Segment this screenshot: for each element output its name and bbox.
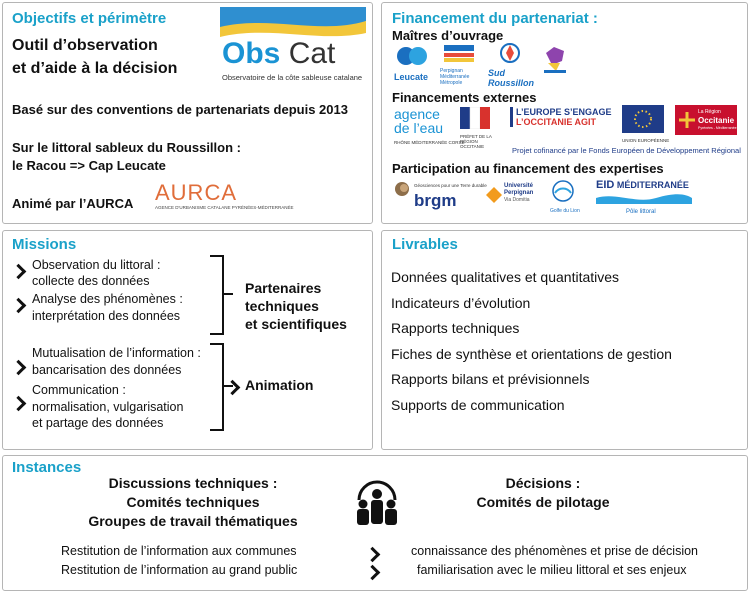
chevron-right-icon [225, 380, 241, 396]
chevron-right-icon [11, 396, 27, 412]
sud-roussillon-icon [488, 43, 532, 63]
mission-1-line2: collecte des données [32, 274, 150, 288]
europe-engage-logo [510, 107, 614, 137]
brace-partenaires-tip [223, 293, 233, 295]
instances-title: Instances [12, 459, 82, 476]
sud-roussillon-logo [488, 43, 535, 88]
obscat-word2: Cat [288, 37, 336, 70]
instances-right-block [423, 474, 663, 512]
chevron-right-icon [11, 360, 27, 376]
group-animation: Animation [245, 377, 314, 393]
sud-roussillon-text: Sud Roussillon [488, 68, 535, 88]
brgm-name: brgm [414, 191, 457, 210]
agence-line1: agence [394, 106, 440, 122]
brace-animation [210, 343, 224, 431]
mission-2-line2: interprétation des données [32, 309, 181, 323]
coast-line2: le Racou => Cap Leucate [12, 158, 166, 173]
prefet-text: PRÉFET DE LA RÉGION OCCITANIE [460, 134, 492, 149]
univ-line2: Perpignan [504, 190, 534, 196]
perpignan-metropole-logo [440, 45, 478, 86]
feder-note: Projet cofinancé par le Fonds Européen de Développement Régional [512, 146, 741, 155]
agence-sub: RHÔNE MÉDITERRANÉE CORSE [394, 140, 465, 145]
brace-partenaires [210, 255, 224, 335]
instances-panel [2, 455, 748, 591]
leucate-text: Leucate [394, 72, 429, 82]
perpignan-text: Perpignan Méditerranée Métropole [440, 68, 470, 86]
occitanie-line1: La Région [698, 109, 721, 115]
chevron-right-icon [11, 264, 27, 280]
livrable-6: Supports de communication [391, 397, 565, 413]
expertises-title: Participation au financement des expertises [392, 161, 664, 176]
instance-row-1-right: connaissance des phénomènes et prise de décision [411, 544, 698, 558]
chevron-right-icon [365, 547, 381, 563]
basis-text: Basé sur des conventions de partenariats depuis 2013 [12, 102, 348, 117]
objectifs-title: Objectifs et périmètre [12, 10, 167, 27]
europe-line1: L’EUROPE S’ENGAGE [516, 107, 612, 117]
aurca-tagline: AGENCE D'URBANISME CATALANE PYRÉNÉES-MÉDITERRANÉE [155, 205, 294, 210]
brgm-tag: Géosciences pour une Terre durable [414, 183, 487, 188]
group-partenaires-line1: Partenaires [245, 280, 322, 296]
mission-4-line3: et partage des données [32, 416, 164, 430]
universite-logo [486, 181, 546, 215]
golfe-lion-logo [550, 179, 580, 217]
mission-2-line1: Analyse des phénomènes : [32, 292, 183, 306]
europe-line2: L’OCCITANIE AGIT [516, 117, 596, 127]
livrable-4: Fiches de synthèse et orientations de gestion [391, 346, 672, 362]
objectifs-panel [2, 2, 373, 224]
livrable-1: Données qualitatives et quantitatives [391, 269, 620, 285]
left-title2: Comités techniques [126, 494, 260, 510]
left-title1: Discussions techniques : [108, 475, 278, 491]
chevron-right-icon [365, 565, 381, 581]
externes-title: Financements externes [392, 90, 537, 105]
perpignan-icon [440, 45, 478, 63]
financement-title: Financement du partenariat : [392, 10, 598, 27]
occitanie-line3: Pyrénées - Méditerranée [698, 126, 737, 130]
ue-text: UNION EUROPÉENNE [622, 138, 670, 143]
obscat-tagline: Observatoire de la côte sableuse catalane [222, 73, 363, 82]
group-partenaires-line3: et scientifiques [245, 316, 347, 332]
prefet-logo [460, 107, 498, 151]
occitanie-line2: Occitanie [698, 116, 735, 125]
agence-line2: de l’eau [394, 120, 444, 136]
livrables-panel [381, 230, 748, 450]
brgm-icon [394, 181, 410, 197]
golfe-lion-icon [550, 179, 576, 203]
tool-line1: Outil d’observation [12, 37, 158, 54]
missions-panel [2, 230, 373, 450]
brgm-logo [394, 181, 487, 215]
occitanie-logo [675, 105, 737, 135]
aurca-logo [155, 180, 294, 213]
chevron-right-icon [11, 298, 27, 314]
mission-3-line2: bancarisation des données [32, 363, 182, 377]
right-title1: Décisions : [505, 475, 581, 491]
univ-line1: Université [504, 183, 534, 189]
instance-row-2-right: familiarisation avec le milieu littoral et ses enjeux [417, 563, 687, 577]
livrables-title: Livrables [392, 236, 458, 253]
right-title2: Comités de pilotage [476, 494, 610, 510]
universite-icon [486, 187, 502, 203]
animated-by: Animé par l’AURCA [12, 196, 134, 211]
mission-4-line2: normalisation, vulgarisation [32, 400, 184, 414]
occitan-cross-icon [678, 111, 696, 129]
instance-row-1-left: Restitution de l’information aux communes [61, 544, 297, 558]
eu-flag-icon [622, 105, 664, 133]
eid-name: EID [596, 179, 615, 191]
missions-title: Missions [12, 236, 77, 253]
golfe-text: Golfe du Lion [550, 208, 580, 214]
livrable-5: Rapports bilans et prévisionnels [391, 371, 590, 387]
eid-wave-icon [596, 192, 692, 204]
coast-line1: Sur le littoral sableux du Roussillon : [12, 140, 241, 155]
aurca-name: AURCA [155, 180, 238, 205]
univ-line3: Via Domitia [504, 197, 530, 203]
group-people-icon [353, 480, 401, 526]
leucate-logo [394, 45, 430, 82]
eid-logo [596, 179, 696, 219]
tool-line2: et d’aide à la décision [12, 60, 178, 77]
ue-logo [622, 105, 670, 143]
instances-left-block [43, 474, 343, 531]
group-partenaires-line2: techniques [245, 298, 319, 314]
marianne-icon [460, 107, 490, 129]
obscat-logo [220, 7, 366, 87]
instance-row-2-left: Restitution de l’information au grand public [61, 563, 298, 577]
mission-4-line1: Communication : [32, 383, 126, 397]
obscat-word1: Obs [222, 37, 281, 70]
financement-panel [381, 2, 748, 224]
mission-1-line1: Observation du littoral : [32, 258, 161, 272]
livrable-2: Indicateurs d’évolution [391, 295, 531, 311]
left-title3: Groupes de travail thématiques [88, 513, 298, 529]
pyrenees-orientales-icon [542, 45, 568, 75]
pyrenees-orientales-logo [542, 45, 568, 79]
maitres-title: Maîtres d’ouvrage [392, 28, 504, 43]
leucate-icon [394, 45, 430, 67]
agence-eau-logo [394, 106, 465, 153]
eid-name2: MÉDITERRANÉE [616, 180, 689, 190]
livrable-3: Rapports techniques [391, 320, 520, 336]
mission-3-line1: Mutualisation de l’information : [32, 346, 201, 360]
eid-sub: Pôle littoral [626, 209, 656, 215]
